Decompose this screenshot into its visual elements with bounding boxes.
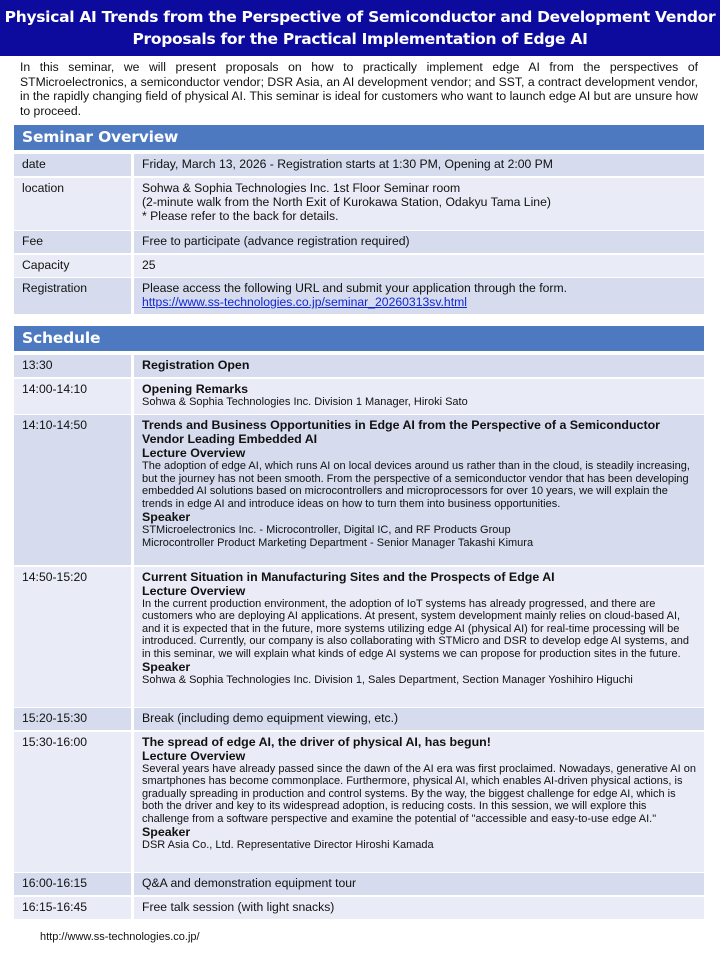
schedule-content bbox=[134, 732, 704, 872]
speaker-label: Speaker bbox=[142, 660, 191, 675]
footer-url[interactable]: http://www.ss-technologies.co.jp/ bbox=[40, 931, 200, 943]
schedule-content bbox=[134, 708, 704, 730]
overview-row-capacity bbox=[14, 255, 704, 277]
schedule-table bbox=[14, 355, 704, 920]
schedule-time: 16:00-16:15 bbox=[14, 873, 131, 895]
schedule-time: 14:50-15:20 bbox=[14, 567, 131, 707]
schedule-time: 15:20-15:30 bbox=[14, 708, 131, 730]
overview-key: location bbox=[14, 178, 131, 230]
session-plain: Free talk session (with light snacks) bbox=[142, 899, 335, 914]
title-banner bbox=[0, 0, 720, 56]
session-title: Current Situation in Manufacturing Sites and the Prospects of Edge AI bbox=[142, 569, 555, 584]
speaker-line: DSR Asia Co., Ltd. Representative Director Hiroshi Kamada bbox=[142, 839, 434, 852]
lecture-overview-text: Several years have already passed since the dawn of the AI era was first proclaimed. Nowadays, generative AI on smartphones has become commonplace. Furthermore, physical AI, which enables AI-driven physical actions, is gradually spreading in production and control systems. By the way, the biggest challenge for edge AI, which is both the driver and key to its widespread adoption, is reducing costs. In this session, we will explore this challenge from a software perspective and examine the potential of "accessible and easy-to-use edge AI." bbox=[142, 762, 696, 825]
lecture-overview-text: In the current production environment, the adoption of IoT systems has already progressed, and there are customers who are deploying AI applications. At present, system development mainly relies on cloud-based AI, and it is expected that in the future, more systems utilizing edge AI (physical AI) for real-time processing will be introduced. Currently, our company is also collaborating with STMicro and DSR to develop edge AI systems, and in this seminar, we will explain what kinds of edge AI systems we can propose for production sites in the future. bbox=[142, 597, 690, 660]
session-plain: Break (including demo equipment viewing, etc.) bbox=[142, 711, 399, 725]
overview-value: Free to participate (advance registration required) bbox=[134, 231, 704, 253]
speaker-label: Speaker bbox=[142, 825, 191, 840]
session-plain: Q&A and demonstration equipment tour bbox=[142, 876, 357, 890]
overview-key: Capacity bbox=[14, 255, 131, 277]
overview-row-date bbox=[14, 154, 704, 176]
schedule-time: 13:30 bbox=[14, 355, 131, 377]
schedule-row bbox=[14, 897, 704, 919]
speaker-line: Sohwa & Sophia Technologies Inc. Division 1, Sales Department, Section Manager Yoshihiro Higuchi bbox=[142, 674, 633, 687]
overview-key: Registration bbox=[14, 278, 131, 314]
overview-row-registration bbox=[14, 278, 704, 314]
schedule-content bbox=[134, 379, 704, 414]
location-line: Sohwa & Sophia Technologies Inc. 1st Floor Seminar room bbox=[142, 180, 461, 195]
location-line: * Please refer to the back for details. bbox=[142, 208, 339, 223]
overview-key: Fee bbox=[14, 231, 131, 253]
schedule-content bbox=[134, 567, 704, 707]
lecture-overview-label: Lecture Overview bbox=[142, 446, 246, 460]
speaker-line: Microcontroller Product Marketing Department - Senior Manager Takashi Kimura bbox=[142, 536, 534, 549]
session-title: Registration Open bbox=[142, 358, 250, 372]
overview-table bbox=[14, 154, 704, 316]
schedule-content bbox=[134, 873, 704, 895]
intro-paragraph: In this seminar, we will present proposals on how to practically implement edge AI from the perspectives of STMicroelectronics, a semiconductor vendor; DSR Asia, an AI development vendor; and SST, a contract development vendor, in the rapidly changing field of physical AI. This seminar is ideal for customers who want to launch edge AI but are unsure how to proceed. bbox=[20, 60, 698, 118]
schedule-row bbox=[14, 415, 704, 565]
schedule-header: Schedule bbox=[14, 326, 704, 351]
schedule-time: 14:10-14:50 bbox=[14, 415, 131, 565]
schedule-time: 16:15-16:45 bbox=[14, 897, 131, 919]
schedule-content bbox=[134, 897, 704, 919]
title-line-1: Physical AI Trends from the Perspective of Semiconductor and Development Vendor bbox=[4, 8, 716, 26]
schedule-time: 14:00-14:10 bbox=[14, 379, 131, 414]
session-title: Trends and Business Opportunities in Edge AI from the Perspective of a Semiconductor Vendor Leading Embedded AI bbox=[142, 418, 660, 446]
lecture-overview-label: Lecture Overview bbox=[142, 583, 246, 598]
overview-key: date bbox=[14, 154, 131, 176]
schedule-content bbox=[134, 415, 704, 565]
seminar-overview-header: Seminar Overview bbox=[14, 125, 704, 150]
schedule-row bbox=[14, 355, 704, 377]
schedule-content bbox=[134, 355, 704, 377]
lecture-overview-label: Lecture Overview bbox=[142, 748, 246, 763]
schedule-time: 15:30-16:00 bbox=[14, 732, 131, 872]
schedule-row bbox=[14, 379, 704, 414]
registration-text: Please access the following URL and submit your application through the form. bbox=[142, 281, 567, 295]
lecture-overview-text: The adoption of edge AI, which runs AI on local devices around us rather than in the cloud, is steadily increasing, but the journey has not been smooth. From the perspective of a semiconductor vendor that has been developing embedded AI solutions based on microcontrollers and microprocessors for over 10 years, we will explain the trends in edge AI and introduce ideas on how to turn them into business opportunities. bbox=[142, 460, 690, 510]
location-line: (2-minute walk from the North Exit of Kurokawa Station, Odakyu Tama Line) bbox=[142, 194, 551, 209]
schedule-row bbox=[14, 567, 704, 707]
schedule-row bbox=[14, 708, 704, 730]
overview-value: Friday, March 13, 2026 - Registration starts at 1:30 PM, Opening at 2:00 PM bbox=[134, 154, 704, 176]
overview-value bbox=[134, 278, 704, 314]
session-title: The spread of edge AI, the driver of physical AI, has begun! bbox=[142, 734, 491, 749]
session-detail: Sohwa & Sophia Technologies Inc. Division 1 Manager, Hiroki Sato bbox=[142, 395, 468, 408]
speaker-line: STMicroelectronics Inc. - Microcontroller, Digital IC, and RF Products Group bbox=[142, 524, 511, 537]
overview-value bbox=[134, 178, 704, 230]
schedule-row bbox=[14, 873, 704, 895]
overview-row-fee bbox=[14, 231, 704, 253]
session-title: Opening Remarks bbox=[142, 381, 249, 396]
overview-row-location bbox=[14, 178, 704, 230]
overview-value: 25 bbox=[134, 255, 704, 277]
schedule-row bbox=[14, 732, 704, 872]
speaker-label: Speaker bbox=[142, 510, 191, 525]
title-line-2: Proposals for the Practical Implementation of Edge AI bbox=[132, 30, 588, 48]
registration-link[interactable]: https://www.ss-technologies.co.jp/seminar_20260313sv.html bbox=[142, 295, 467, 309]
